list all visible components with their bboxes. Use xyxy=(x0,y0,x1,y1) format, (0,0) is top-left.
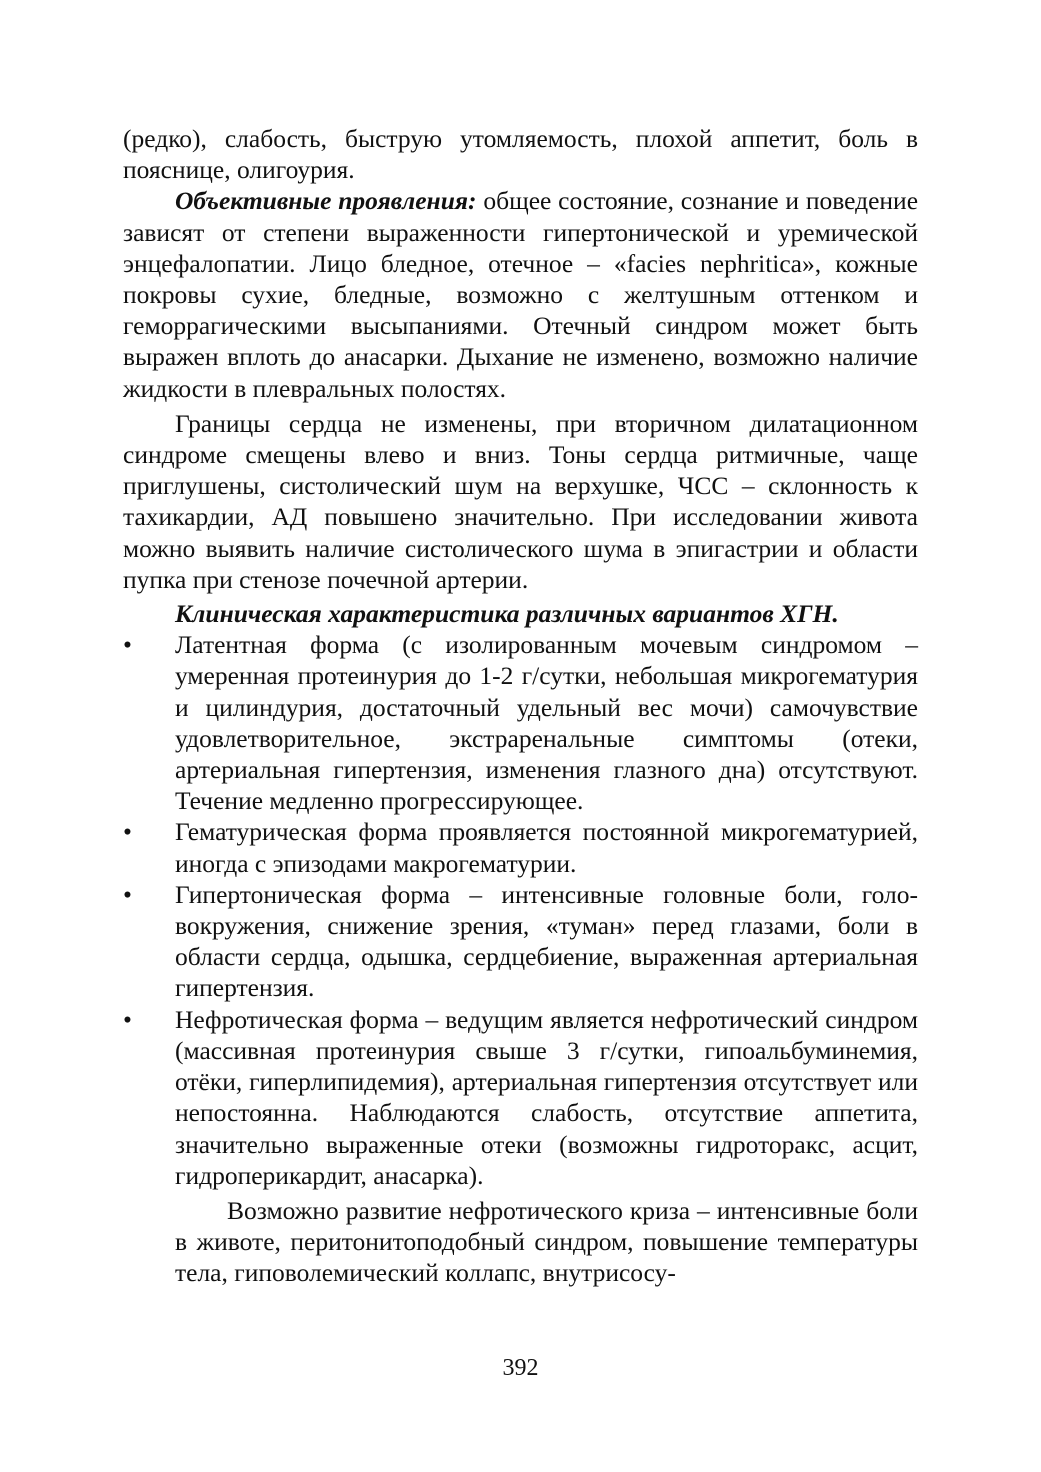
list-item-hypertensive-form xyxy=(123,879,918,1004)
page-body xyxy=(123,123,918,1289)
bullet-icon: • xyxy=(123,1004,132,1034)
list-item-text: Гематурическая форма проявляется постоянной микрогематурией, иногда с эпизодами макрогематурии. xyxy=(175,817,918,878)
objective-findings-lead: Объективные проявления: xyxy=(175,186,477,216)
list-item-latent-form xyxy=(123,629,918,816)
page-number: 392 xyxy=(502,1355,539,1381)
list-item-text: Нефротическая форма – ведущим является нефротический синдром (массивная протеинурия свыше 3 г/сутки, гипоальбуминемия, отёки, гиперлипидемия), артериальная гипертензия отсутствует или непостоянна. Наблюдаются слабость, отсутствие аппетита, значительно выраженные отеки (возможны гидроторакс, асцит, гидроперикардит, анасарка). xyxy=(175,1004,918,1190)
paragraph-objective-findings xyxy=(123,185,918,403)
paragraph-nephrotic-crisis: Возможно развитие нефротического криза – интенсивные боли в животе, перитонитоподобный синдром, повышение температуры тела, гиповолемический коллапс, внутрисосу- xyxy=(175,1195,918,1288)
list-item-hematuric-form xyxy=(123,816,918,878)
section-heading-clinical-variants: Клиническая характеристика различных вариантов ХГН. xyxy=(175,599,839,629)
list-item-text: Гипертоническая форма – интенсивные головные боли, головокружения, снижение зрения, «туман» перед глазами, боли в области сердца, одышка, сердцебиение, выраженная артериальная гипертензия. xyxy=(175,879,918,1003)
clinical-variants-list xyxy=(123,629,918,1191)
objective-findings-text: общее состояние, сознание и поведение зависят от степени выраженности гипертонической и уремической энцефалопатии. Лицо бледное, отечное – «facies nephritica», кожные покровы сухие, бледные, возможно с желтушным оттенком и геморрагическими высыпаниями. Отечный синдром может быть выражен вплоть до анасарки. Дыхание не изменено, возможно наличие жидкости в плевральных полостях. xyxy=(123,186,919,403)
bullet-icon: • xyxy=(123,879,132,909)
bullet-icon: • xyxy=(123,817,132,847)
paragraph-symptoms-continued: (редко), слабость, быструю утомляемость, плохой аппетит, боль в пояснице, олигоурия. xyxy=(123,124,918,185)
bullet-icon: • xyxy=(123,630,132,660)
list-item-nephrotic-form xyxy=(123,1004,918,1191)
list-item-text: Латентная форма (с изолированным мочевым синдромом – умеренная протеинурия до 1-2 г/сутки, небольшая микрогематурия и цилиндурия, достаточный удельный вес мочи) самочувствие удовлетворительное, экстраренальные симптомы (отеки, артериальная гипертензия, изменения глазного дна) отсутствуют. Течение медленно прогрессирующее. xyxy=(175,630,918,816)
paragraph-heart-findings: Границы сердца не изменены, при вторичном дилатационном синдроме смещены влево и вниз. Тоны сердца ритмичные, чаще приглушены, систолический шум на верхушке, ЧСС – склонность к тахикардии, АД повышено значительно. При исследовании живота можно выявить наличие систолического шума в эпигастрии и области пупка при стенозе почечной артерии. xyxy=(123,408,918,594)
